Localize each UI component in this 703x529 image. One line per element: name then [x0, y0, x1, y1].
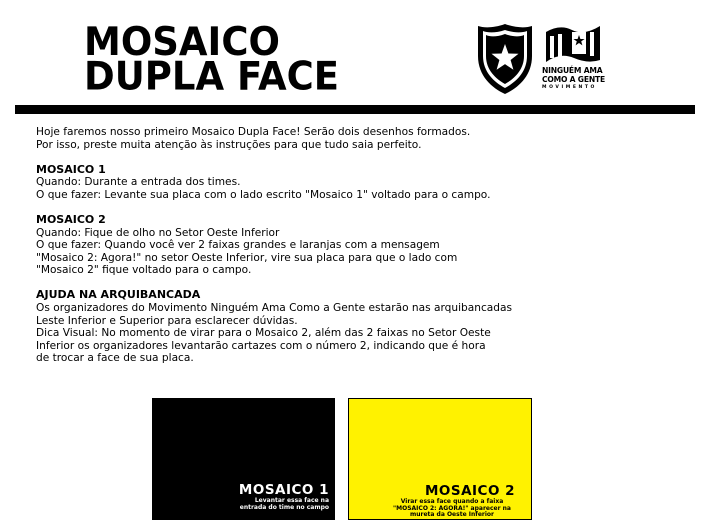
instructions-body [36, 126, 676, 378]
mosaico1-line: Quando: Durante a entrada dos times. [36, 176, 241, 189]
mosaico1-card-title: MOSAICO 1 [238, 482, 329, 498]
ajuda-line: Inferior os organizadores levantarão cartazes com o número 2, indicando que é hora [36, 339, 486, 352]
mosaico2-card [348, 398, 532, 520]
ajuda-line: Leste Inferior e Superior para esclarecer dúvidas. [36, 314, 298, 327]
movement-name: NINGUÉM AMA COMO A GENTE MOVIMENTO [542, 66, 605, 91]
title-line-1: MOSAICO [84, 19, 280, 65]
mosaico1-heading: MOSAICO 1 [36, 162, 106, 176]
mosaico1-card-caption: Levantar essa face na entrada do time no campo [239, 497, 329, 511]
mosaico2-line: "Mosaico 2: Agora!" no setor Oeste Inferior, vire sua placa para que o lado com [36, 251, 458, 264]
ajuda-heading: AJUDA NA ARQUIBANCADA [36, 288, 201, 302]
intro-line: Hoje faremos nosso primeiro Mosaico Dupla Face! Serão dois desenhos formados. [36, 126, 471, 138]
mosaico2-line: "Mosaico 2" fique voltado para o campo. [36, 264, 252, 277]
ajuda-line: Os organizadores do Movimento Ninguém Ama Como a Gente estarão nas arquibancadas [36, 302, 513, 315]
mosaico2-card-title: MOSAICO 2 [424, 483, 516, 499]
title-line-2: DUPLA FACE [84, 53, 340, 99]
mosaico2-heading: MOSAICO 2 [36, 212, 106, 226]
mosaico2-section [36, 214, 676, 277]
ajuda-line: Dica Visual: No momento de virar para o Mosaico 2, além das 2 faixas no Setor Oeste [36, 327, 491, 340]
botafogo-crest-icon [476, 22, 534, 96]
mosaico2-line: O que fazer: Quando você ver 2 faixas grandes e laranjas com a mensagem [36, 239, 440, 252]
header-divider [15, 105, 695, 114]
mosaico1-card [152, 398, 335, 520]
page-title [84, 19, 340, 99]
intro-line: Por isso, preste muita atenção às instruções para que tudo saia perfeito. [36, 138, 422, 151]
movimento-flag-logo-icon [542, 20, 604, 66]
mosaico2-line: Quando: Fique de olho no Setor Oeste Inferior [36, 226, 280, 239]
header-logos [476, 20, 606, 102]
mosaico1-section [36, 164, 676, 202]
intro-paragraph [36, 126, 676, 151]
ajuda-line: de trocar a face de sua placa. [36, 352, 194, 365]
mosaico2-card-caption: Virar essa face quando a faixa "MOSAICO 2: AGORA!" aparecer na mureta da Oeste Inferior [393, 498, 511, 519]
mosaico1-line: O que fazer: Levante sua placa com o lado escrito "Mosaico 1" voltado para o campo. [36, 188, 491, 201]
ajuda-section [36, 289, 676, 365]
